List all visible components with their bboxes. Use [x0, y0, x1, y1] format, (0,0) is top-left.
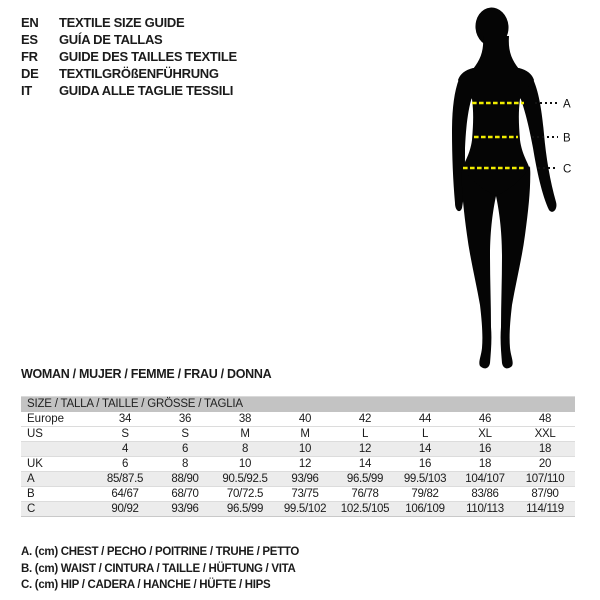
size-cell: 14: [358, 458, 372, 470]
size-cell: 16: [478, 443, 492, 455]
size-cell: 107/110: [525, 473, 565, 485]
size-cell: XXL: [534, 428, 556, 440]
size-cell: 34: [118, 413, 132, 425]
size-table: [21, 396, 575, 517]
row-label: C: [27, 503, 36, 515]
size-cell: 96.5/99: [226, 503, 264, 515]
size-cell: 96.5/99: [346, 473, 384, 485]
size-cell: 8: [241, 443, 249, 455]
legend-code: EN: [21, 15, 39, 30]
size-cell: XL: [478, 428, 492, 440]
legend-text: GUÍA DE TALLAS: [59, 32, 163, 47]
table-row-us-letters: [21, 427, 575, 442]
size-cell: 40: [298, 413, 312, 425]
size-cell: M: [300, 428, 310, 440]
size-cell: 4: [121, 443, 129, 455]
row-label: A: [27, 473, 35, 485]
size-cell: 42: [358, 413, 372, 425]
silhouette-left-leg: [462, 166, 496, 368]
size-cell: 46: [478, 413, 492, 425]
silhouette-right-leg: [496, 166, 530, 368]
size-cell: 44: [418, 413, 432, 425]
legend-text: TEXTILE SIZE GUIDE: [59, 15, 185, 30]
size-cell: 106/109: [405, 503, 445, 515]
row-label: B: [27, 488, 35, 500]
legend-row-de: [21, 65, 237, 82]
size-cell: 6: [121, 458, 129, 470]
size-table-header: SIZE / TALLA / TAILLE / GRÖSSE / TAGLIA: [21, 396, 575, 412]
hip-marker-label: C: [563, 163, 572, 176]
footnote-waist: B. (cm) WAIST / CINTURA / TAILLE / HÜFTUNG / VITA: [21, 562, 296, 575]
size-cell: 18: [538, 443, 552, 455]
size-cell: 79/82: [411, 488, 439, 500]
row-label: UK: [27, 458, 43, 470]
size-cell: 6: [181, 443, 189, 455]
woman-silhouette-figure: [420, 0, 600, 390]
footnote-chest: A. (cm) CHEST / PECHO / POITRINE / TRUHE / PETTO: [21, 546, 300, 558]
legend-text: TEXTILGRÖßENFÜHRUNG: [59, 66, 219, 81]
size-cell: 93/96: [291, 473, 319, 485]
row-label: [21, 442, 95, 456]
size-cell: 8: [181, 458, 189, 470]
size-cell: 90/92: [111, 503, 139, 515]
legend-code: ES: [21, 32, 38, 47]
size-cell: 73/75: [291, 488, 319, 500]
legend-code: FR: [21, 49, 38, 64]
size-cell: M: [240, 428, 250, 440]
legend-text: GUIDE DES TAILLES TEXTILE: [59, 49, 237, 64]
legend-row-en: [21, 14, 237, 31]
row-label: US: [27, 428, 43, 440]
legend-text: GUIDA ALLE TAGLIE TESSILI: [59, 83, 234, 98]
size-cell: S: [121, 428, 129, 440]
size-cell: 16: [418, 458, 432, 470]
woman-silhouette-svg: [420, 0, 600, 390]
size-cell: 114/119: [526, 503, 564, 515]
silhouette-body: [452, 6, 556, 368]
language-legend: [21, 14, 237, 99]
size-cell: 12: [298, 458, 312, 470]
table-row-hip-c: [21, 502, 575, 517]
size-cell: 83/86: [471, 488, 499, 500]
size-cell: 104/107: [465, 473, 505, 485]
size-cell: 36: [178, 413, 192, 425]
size-cell: 99.5/103: [403, 473, 447, 485]
table-row-us-numbers: [21, 442, 575, 457]
size-cell: 18: [478, 458, 492, 470]
size-cell: 48: [538, 413, 552, 425]
size-cell: 102.5/105: [340, 503, 390, 515]
size-cell: 68/70: [171, 488, 199, 500]
table-row-chest-a: [21, 472, 575, 487]
size-cell: 93/96: [171, 503, 199, 515]
size-cell: 88/90: [171, 473, 199, 485]
size-cell: S: [181, 428, 189, 440]
table-row-europe: [21, 412, 575, 427]
size-cell: 38: [238, 413, 252, 425]
size-cell: 64/67: [111, 488, 139, 500]
measurement-footnotes: [21, 544, 299, 594]
legend-row-it: [21, 82, 237, 99]
section-title: WOMAN / MUJER / FEMME / FRAU / DONNA: [21, 367, 272, 381]
size-cell: 110/113: [466, 503, 504, 515]
size-cell: L: [361, 428, 369, 440]
footnote-hip: C. (cm) HIP / CADERA / HANCHE / HÜFTE / HIPS: [21, 579, 271, 591]
silhouette-neck: [473, 36, 519, 69]
size-cell: 10: [238, 458, 252, 470]
size-cell: L: [421, 428, 429, 440]
size-cell: 20: [538, 458, 552, 470]
chest-marker-label: A: [563, 98, 571, 111]
size-cell: 85/87.5: [106, 473, 144, 485]
size-cell: 99.5/102: [283, 503, 327, 515]
legend-code: DE: [21, 66, 39, 81]
size-cell: 14: [418, 443, 432, 455]
size-cell: 90.5/92.5: [222, 473, 268, 485]
size-cell: 76/78: [351, 488, 379, 500]
table-row-uk: [21, 457, 575, 472]
size-cell: 70/72.5: [226, 488, 264, 500]
table-row-waist-b: [21, 487, 575, 502]
waist-marker-label: B: [563, 132, 571, 145]
legend-code: IT: [21, 83, 32, 98]
legend-row-fr: [21, 48, 237, 65]
legend-row-es: [21, 31, 237, 48]
size-cell: 87/90: [531, 488, 559, 500]
row-label: Europe: [27, 413, 65, 425]
size-cell: 10: [298, 443, 312, 455]
size-cell: 12: [358, 443, 372, 455]
